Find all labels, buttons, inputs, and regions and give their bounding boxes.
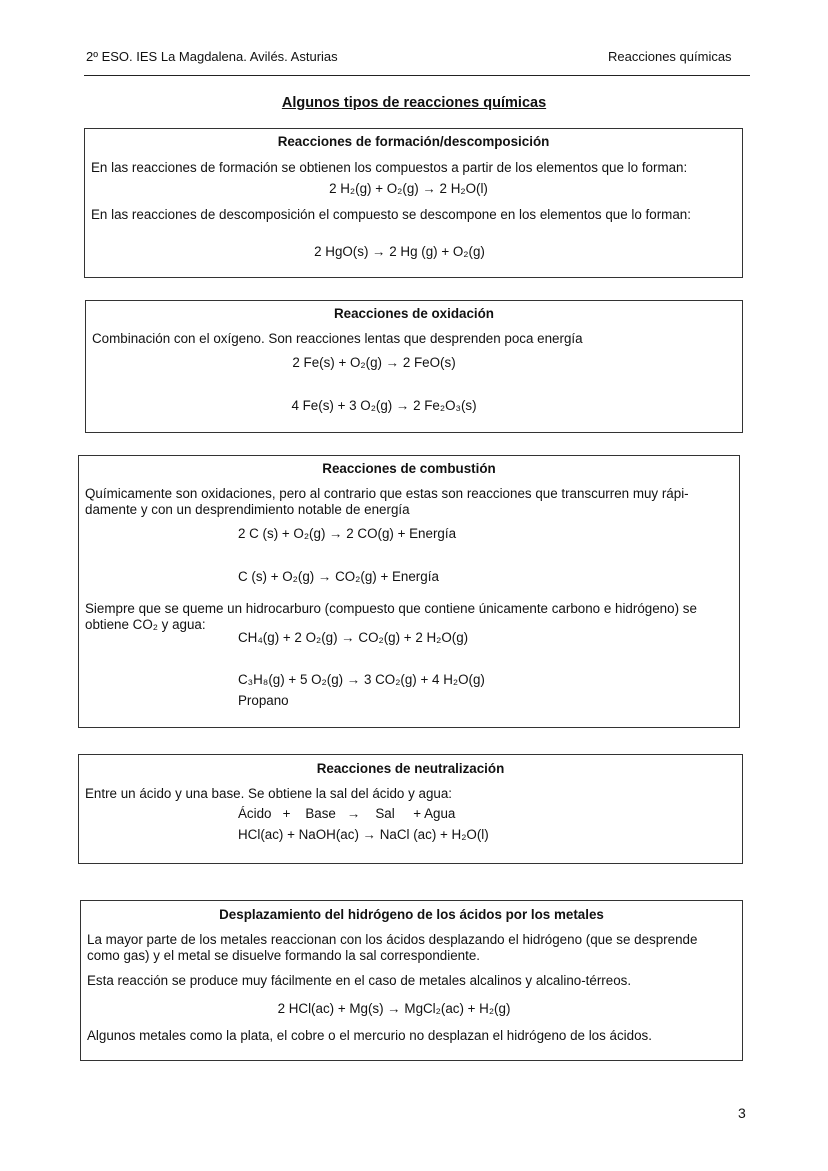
header-right: Reacciones químicas — [608, 49, 732, 64]
section-oxidacion — [85, 300, 743, 433]
header-divider — [84, 75, 750, 76]
equation: CH₄(g) + 2 O₂(g) → CO₂(g) + 2 H₂O(g) — [238, 630, 469, 645]
section-combustion — [78, 455, 740, 728]
paragraph: Combinación con el oxígeno. Son reacciones lentas que desprenden poca energía — [92, 331, 583, 346]
section-neutralizacion — [78, 754, 743, 864]
paragraph: En las reacciones de formación se obtienen los compuestos a partir de los elementos que lo forman: — [91, 160, 688, 175]
paragraph: En las reacciones de descomposición el compuesto se descompone en los elementos que lo forman: — [91, 207, 691, 222]
header-left: 2º ESO. IES La Magdalena. Avilés. Asturias — [86, 49, 338, 64]
section-formacion — [84, 128, 743, 278]
equation-words: Ácido + Base → Sal + Agua — [238, 806, 456, 821]
equation: C₃H₈(g) + 5 O₂(g) → 3 CO₂(g) + 4 H₂O(g) — [238, 672, 485, 687]
paragraph: Entre un ácido y una base. Se obtiene la sal del ácido y agua: — [85, 786, 453, 801]
section-heading: Reacciones de neutralización — [316, 761, 505, 776]
section-heading: Reacciones de oxidación — [333, 306, 494, 321]
paragraph: como gas) y el metal se disuelve formando la sal correspondiente. — [87, 948, 480, 963]
paragraph: Químicamente son oxidaciones, pero al contrario que estas son reacciones que transcurren muy rápi- — [85, 486, 689, 501]
equation: 4 Fe(s) + 3 O₂(g) → 2 Fe₂O₃(s) — [291, 398, 477, 413]
paragraph: Siempre que se queme un hidrocarburo (compuesto que contiene únicamente carbono e hidrógeno) se — [85, 601, 697, 616]
equation: 2 C (s) + O₂(g) → 2 CO(g) + Energía — [238, 526, 457, 541]
equation-note: Propano — [238, 693, 289, 708]
equation: 2 HgO(s) → 2 Hg (g) + O₂(g) — [314, 244, 485, 259]
page-title: Algunos tipos de reacciones químicas — [281, 95, 547, 111]
paragraph: obtiene CO₂ y agua: — [85, 617, 206, 632]
equation: 2 Fe(s) + O₂(g) → 2 FeO(s) — [292, 355, 456, 370]
section-heading: Reacciones de formación/descomposición — [277, 134, 550, 149]
paragraph: La mayor parte de los metales reaccionan con los ácidos desplazando el hidrógeno (que se desprende — [87, 932, 698, 947]
paragraph: Esta reacción se produce muy fácilmente en el caso de metales alcalinos y alcalino-térreos. — [87, 973, 632, 988]
equation: HCl(ac) + NaOH(ac) → NaCl (ac) + H₂O(l) — [238, 827, 489, 842]
equation: 2 HCl(ac) + Mg(s) → MgCl₂(ac) + H₂(g) — [277, 1001, 511, 1016]
equation: C (s) + O₂(g) → CO₂(g) + Energía — [238, 569, 439, 584]
paragraph: Algunos metales como la plata, el cobre o el mercurio no desplazan el hidrógeno de los ácidos. — [87, 1028, 652, 1043]
page-number: 3 — [738, 1105, 746, 1121]
section-desplazamiento — [80, 900, 743, 1061]
equation: 2 H₂(g) + O₂(g) → 2 H₂O(l) — [329, 181, 488, 196]
paragraph: damente y con un desprendimiento notable de energía — [85, 502, 410, 517]
section-heading: Desplazamiento del hidrógeno de los ácidos por los metales — [219, 907, 604, 922]
section-heading: Reacciones de combustión — [322, 461, 496, 476]
